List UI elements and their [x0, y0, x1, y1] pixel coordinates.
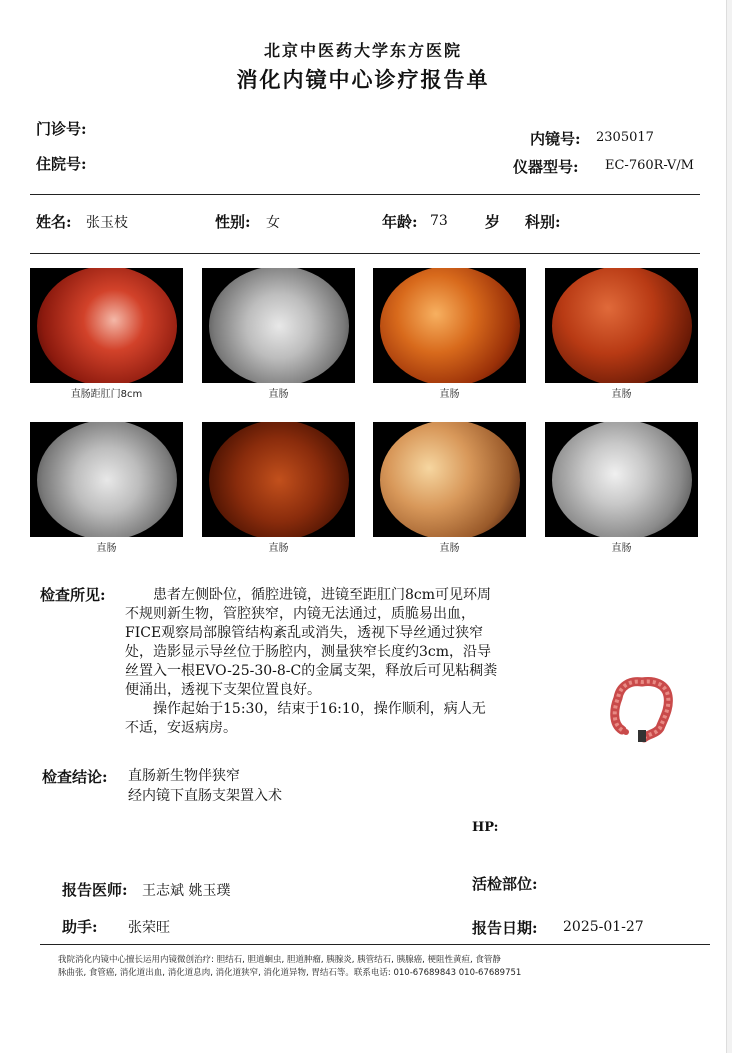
endoscope-no: 2305017 [596, 130, 654, 145]
endoscopy-view [380, 422, 520, 537]
findings-paragraph: 患者左侧卧位，循腔进镜，进镜至距肛门8cm可见环周 不规则新生物，管腔狭窄，内镜无法通过，质脆易出血， FICE观察局部腺管结构紊乱或消失，透视下导丝通过狭窄 处，造影显示导丝位于肠腔内，测量狭窄长度约3cm，沿导 丝置入一根EVO-25-30-8-C的金属支架，释放后可见粘稠粪 便涌出，透视下支架位置良好。 [125, 587, 498, 698]
endoscopy-image [545, 422, 698, 537]
image-caption: 直肠 [439, 543, 460, 554]
device-label: 仪器型号: [513, 158, 579, 176]
device-model: EC-760R-V/M [605, 158, 694, 173]
hp-label: HP: [472, 820, 499, 835]
footer-notice [58, 954, 688, 980]
hospital-name: 北京中医药大学东方医院 [263, 41, 462, 60]
endoscopy-view [209, 268, 349, 383]
conclusion-label: 检查结论: [42, 768, 108, 786]
endoscopy-view [37, 268, 177, 383]
findings-text [125, 586, 585, 738]
endoscopy-view [552, 422, 692, 537]
endoscopy-image [202, 268, 355, 383]
image-caption: 直肠距肛门8cm [70, 389, 143, 400]
report-date-label: 报告日期: [472, 919, 538, 937]
image-caption: 直肠 [268, 543, 289, 554]
sex-label: 性别: [215, 213, 251, 231]
image-caption: 直肠 [611, 543, 632, 554]
outpatient-label: 门诊号: [36, 120, 87, 138]
endoscopy-view [209, 422, 349, 537]
endoscopy-view [552, 268, 692, 383]
findings-label: 检查所见: [40, 586, 106, 604]
patient-name: 张玉枝 [86, 215, 128, 231]
assistant-name: 张荣旺 [128, 920, 170, 936]
patient-sex: 女 [266, 215, 280, 231]
endoscopy-view [37, 422, 177, 537]
conclusion-line: 经内镜下直肠支架置入术 [128, 788, 282, 804]
inpatient-label: 住院号: [36, 155, 87, 173]
conclusion-text [128, 766, 282, 806]
endoscopy-view [380, 268, 520, 383]
divider [40, 944, 710, 945]
divider [30, 194, 700, 195]
age-unit: 岁 [485, 213, 501, 231]
footer-line: 脉曲张, 食管癌, 消化道出血, 消化道息肉, 消化道狭窄, 消化道异物, 胃结石等。联系电话: 010-67689843 010-67689751 [58, 968, 522, 978]
biopsy-label: 活检部位: [472, 875, 538, 893]
colon-diagram-icon [608, 668, 674, 748]
doctor-names: 王志斌 姚玉璞 [142, 883, 231, 899]
endoscopy-image [202, 422, 355, 537]
findings-paragraph: 操作起始于15:30，结束于16:10，操作顺利，病人无 不适，安返病房。 [125, 701, 486, 736]
assistant-label: 助手: [62, 918, 98, 936]
image-caption: 直肠 [268, 389, 289, 400]
age-label: 年龄: [382, 213, 418, 231]
image-caption: 直肠 [96, 543, 117, 554]
patient-age: 73 [430, 213, 448, 229]
image-caption: 直肠 [611, 389, 632, 400]
endoscopy-image [30, 268, 183, 383]
endoscopy-image [545, 268, 698, 383]
endoscope-no-label: 内镜号: [530, 130, 581, 148]
footer-line: 我院消化内镜中心擅长运用内镜微创治疗: 胆结石, 胆道蛔虫, 胆道肿瘤, 胰腺炎, 胰管结石, 胰腺癌, 梗阻性黄疸, 食管静 [58, 955, 501, 965]
endoscopy-image [373, 422, 526, 537]
doctor-label: 报告医师: [62, 881, 128, 899]
report-title: 消化内镜中心诊疗报告单 [236, 67, 490, 92]
image-caption: 直肠 [439, 389, 460, 400]
endoscopy-image [373, 268, 526, 383]
conclusion-line: 直肠新生物伴狭窄 [128, 768, 240, 784]
endoscopy-image [30, 422, 183, 537]
dept-label: 科别: [525, 213, 561, 231]
name-label: 姓名: [36, 213, 72, 231]
report-date: 2025-01-27 [563, 919, 644, 935]
divider [30, 253, 700, 254]
